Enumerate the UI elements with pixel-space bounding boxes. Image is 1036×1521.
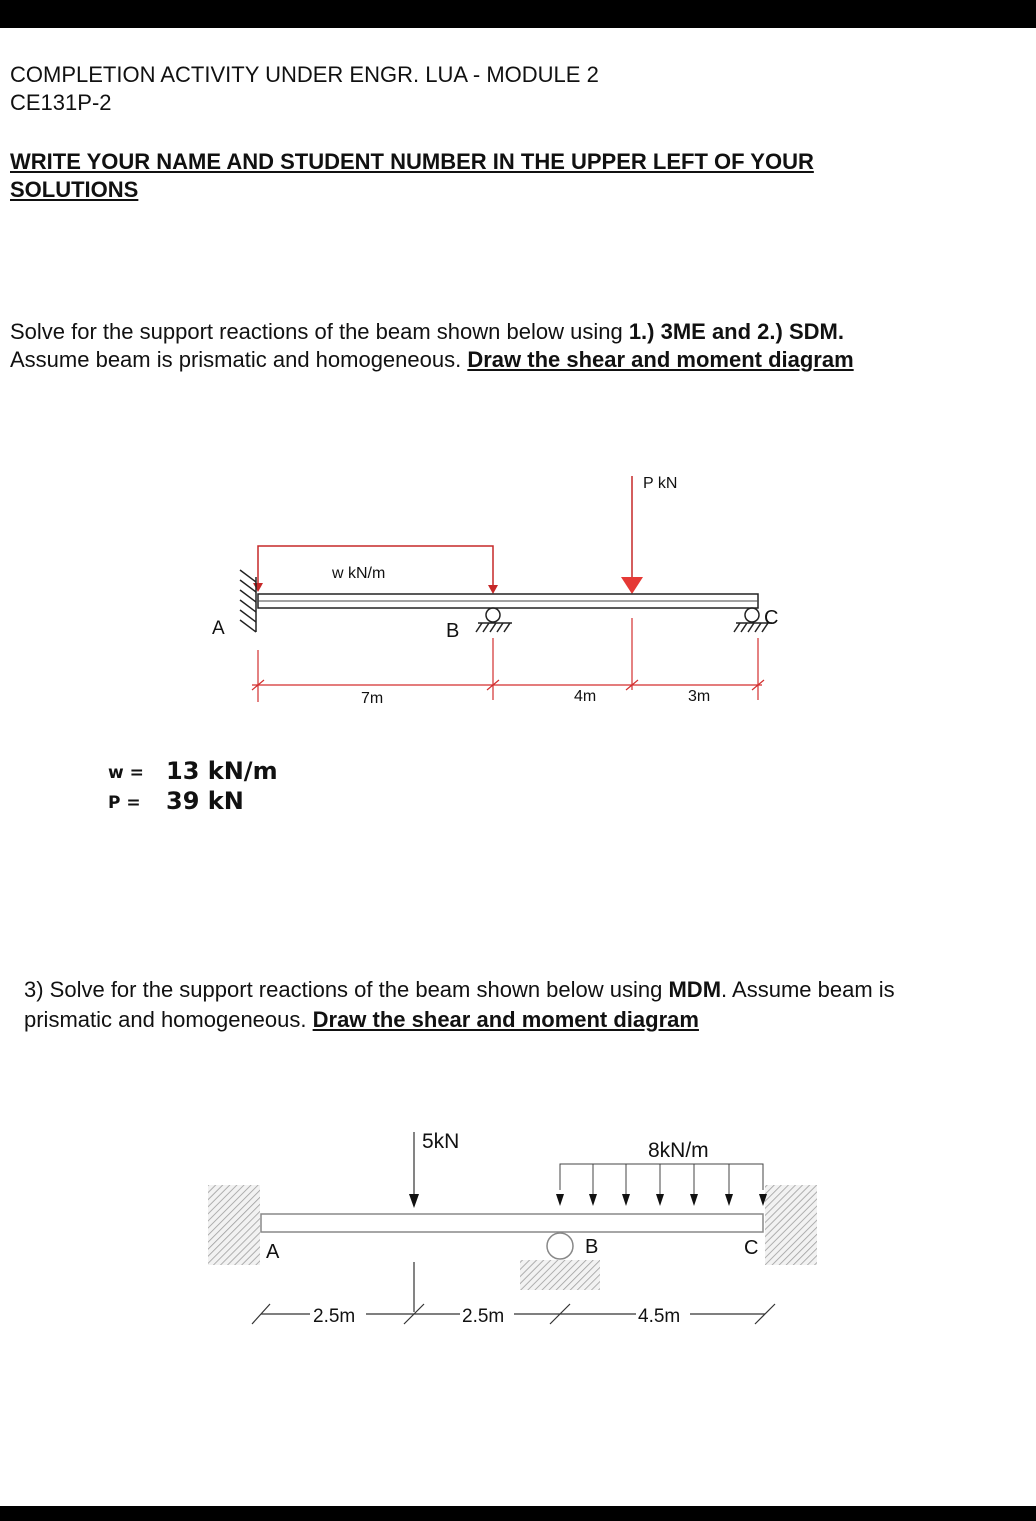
fixed-wall-left (208, 1185, 260, 1265)
given-w-label: w = (108, 763, 144, 783)
support-a-label-3: A (266, 1241, 280, 1263)
point-load-5kn-label: 5kN (422, 1130, 460, 1153)
distributed-load-arrowheads (556, 1194, 767, 1206)
roller-ground-b-3 (520, 1260, 600, 1290)
span-label-2-5m-b: 2.5m (462, 1306, 505, 1327)
problem3-method: MDM (668, 977, 722, 1002)
problem1-methods: 1.) 3ME and 2.) SDM (628, 319, 838, 344)
load-label-w: w kN/m (332, 565, 386, 582)
span-label-3m: 3m (688, 688, 711, 705)
distributed-load-label: 8kN/m (648, 1139, 709, 1162)
roller-support-b-3 (547, 1233, 573, 1259)
problem1-period: . (837, 319, 844, 344)
span-label-7m: 7m (361, 690, 384, 707)
page-title: COMPLETION ACTIVITY UNDER ENGR. LUA - MODULE 2 (10, 62, 599, 87)
point-load-label: P kN (643, 475, 678, 492)
span-label-2-5m-a: 2.5m (313, 1306, 356, 1327)
problem1-assumption: Assume beam is prismatic and homogeneous. (10, 347, 468, 372)
problem3-line1-end: . Assume beam is (721, 977, 895, 1002)
given-p-label: P = (108, 793, 141, 813)
support-b-label-3: B (585, 1236, 599, 1258)
problem1-intro: Solve for the support reactions of the beam shown below using (10, 319, 629, 344)
point-load-5kn-arrowhead (409, 1194, 419, 1208)
notice-line-1: WRITE YOUR NAME AND STUDENT NUMBER IN THE UPPER LEFT OF YOUR (10, 149, 814, 174)
support-c-label-3: C (744, 1237, 759, 1259)
problem3-assumption: prismatic and homogeneous. (24, 1007, 313, 1032)
span-label-4m: 4m (574, 688, 597, 705)
span-label-4-5m: 4.5m (638, 1306, 681, 1327)
distributed-load-8kn (560, 1164, 763, 1194)
problem3-intro: 3) Solve for the support reactions of the beam shown below using (24, 977, 669, 1002)
support-a-label: A (212, 618, 225, 639)
problem1-draw-instruction: Draw the shear and moment diagram (467, 347, 854, 372)
fixed-wall-right (765, 1185, 817, 1265)
support-b-label: B (446, 620, 460, 642)
problem3-draw-instruction: Draw the shear and moment diagram (312, 1007, 699, 1032)
given-w-value: 13 kN/m (166, 757, 278, 785)
support-c-label: C (764, 607, 779, 629)
given-p-value: 39 kN (166, 787, 244, 815)
bottom-black-bar (0, 1506, 1036, 1521)
course-code: CE131P-2 (10, 90, 112, 115)
notice-line-2: SOLUTIONS (10, 177, 139, 202)
beam-3 (261, 1214, 763, 1232)
